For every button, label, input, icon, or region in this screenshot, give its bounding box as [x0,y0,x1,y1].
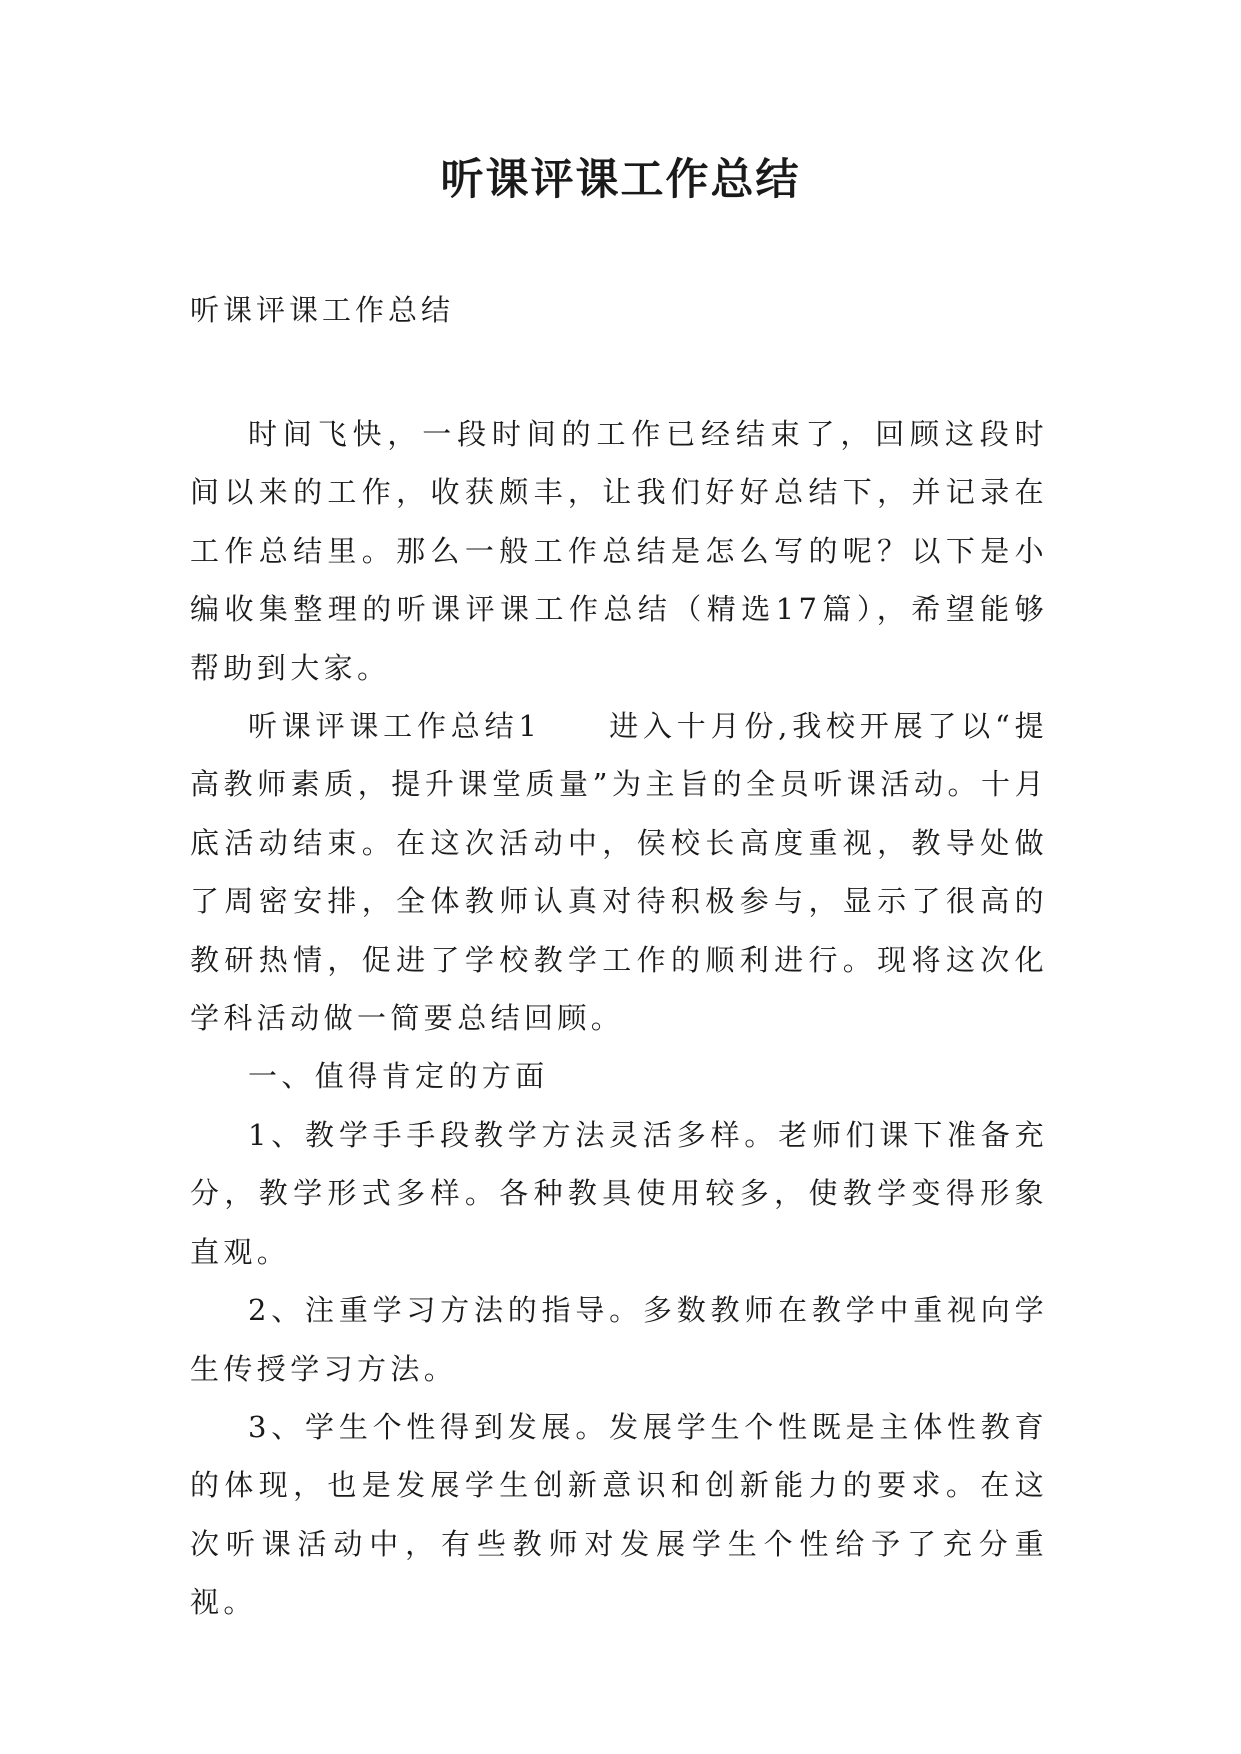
paragraph-intro: 时间飞快，一段时间的工作已经结束了，回顾这段时间以来的工作，收获颇丰，让我们好好总结下，并记录在工作总结里。那么一般工作总结是怎么写的呢？以下是小编收集整理的听课评课工作总结（精选17篇），希望能够帮助到大家。 [190,417,1048,685]
document-body [190,405,1048,1632]
document-subtitle: 听课评课工作总结 [190,293,455,327]
document-title: 听课评课工作总结 [440,155,801,205]
list-item: 3、学生个性得到发展。发展学生个性既是主体性教育的体现，也是发展学生创新意识和创新能力的要求。在这次听课活动中，有些教师对发展学生个性给予了充分重视。 [190,1409,1048,1620]
list-item: 2、注重学习方法的指导。多数教师在教学中重视向学生传授学习方法。 [190,1293,1048,1386]
list-item: 1、教学手手段教学方法灵活多样。老师们课下准备充分，教学形式多样。各种教具使用较多，使教学变得形象直观。 [190,1117,1048,1269]
paragraph-summary-1: 听课评课工作总结1 进入十月份,我校开展了以“提高教师素质，提升课堂质量”为主旨的全员听课活动。十月底活动结束。在这次活动中，侯校长高度重视，教导处做了周密安排，全体教师认真对待积极参与，显示了很高的教研热情，促进了学校教学工作的顺利进行。现将这次化学科活动做一简要总结回顾。 [190,709,1048,1036]
section-heading: 一、值得肯定的方面 [248,1059,549,1094]
